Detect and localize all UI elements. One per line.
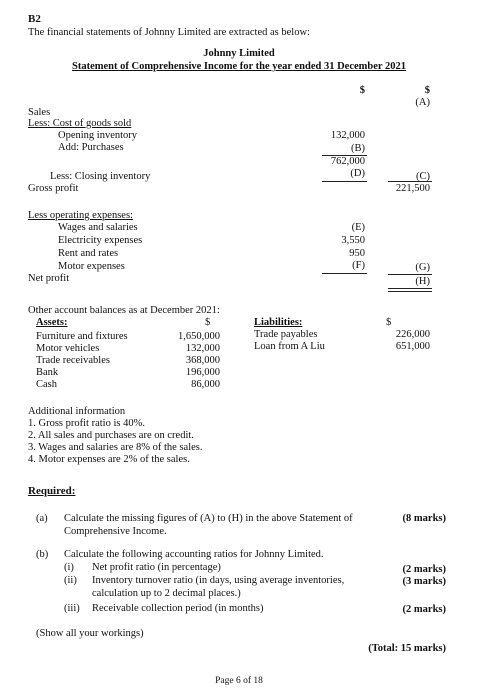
question-b-item-num: (i)	[64, 562, 74, 573]
asset-value: 132,000	[185, 343, 220, 354]
col-header-2: $	[424, 85, 430, 96]
section-label: B2	[28, 13, 41, 25]
asset-name: Furniture and fixtures	[36, 331, 128, 342]
wages-value: (E)	[351, 222, 365, 233]
gross-profit-value: 221,500	[395, 183, 430, 194]
question-b-item-text: Inventory turnover ratio (in days, using average inventories,	[92, 575, 345, 586]
question-b-item-marks: (2 marks)	[402, 564, 446, 575]
assets-label: Assets:	[36, 317, 68, 328]
motor-label: Motor expenses	[58, 261, 125, 272]
rent-label: Rent and rates	[58, 248, 119, 259]
total-opex-value: (G)	[415, 262, 430, 273]
sales-label: Sales	[28, 107, 51, 118]
opex-underline	[322, 273, 367, 274]
asset-value: 86,000	[191, 379, 220, 390]
total-opex-underline	[388, 274, 432, 275]
asset-name: Cash	[36, 379, 57, 390]
intro-text: The financial statements of Johnny Limited are extracted as below:	[28, 27, 310, 38]
question-b-item-text: Receivable collection period (in months)	[92, 603, 264, 614]
sales-value: (A)	[415, 97, 430, 108]
question-b-item-text: Net profit ratio (in percentage)	[92, 562, 221, 573]
asset-value: 368,000	[185, 355, 220, 366]
subtotal-value: 762,000	[330, 156, 365, 167]
less-cogs-label: Less: Cost of goods sold	[28, 118, 132, 129]
cogs-value: (C)	[416, 171, 430, 182]
liabilities-label: Liabilities:	[254, 317, 303, 328]
col-header-1: $	[359, 85, 365, 96]
additional-item: 4. Motor expenses are 2% of the sales.	[28, 454, 190, 465]
net-profit-value: (H)	[415, 276, 430, 287]
closing-inventory-underline	[322, 181, 367, 182]
gross-profit-label: Gross profit	[28, 183, 79, 194]
additional-item: 2. All sales and purchases are on credit.	[28, 430, 194, 441]
additional-heading: Additional information	[28, 406, 126, 417]
question-a-text: Calculate the missing figures of (A) to (H) in the above Statement of	[64, 513, 353, 524]
additional-item: 1. Gross profit ratio is 40%.	[28, 418, 145, 429]
balances-heading: Other account balances as at December 2021:	[28, 305, 220, 316]
asset-name: Bank	[36, 367, 59, 378]
motor-value: (F)	[352, 260, 365, 271]
total-marks: (Total: 15 marks)	[368, 643, 446, 654]
electricity-label: Electricity expenses	[58, 235, 143, 246]
purchases-label: Add: Purchases	[58, 142, 124, 153]
liabilities-currency: $	[386, 317, 392, 328]
closing-inventory-value: (D)	[350, 168, 365, 179]
required-heading: Required:	[28, 485, 76, 497]
question-b-item-marks: (2 marks)	[402, 604, 446, 615]
assets-currency: $	[205, 317, 211, 328]
question-b-item-num: (iii)	[64, 603, 80, 614]
cogs-underline	[388, 181, 432, 182]
net-profit-double-underline	[388, 288, 432, 292]
question-b-label: (b)	[36, 549, 49, 560]
rent-value: 950	[349, 248, 365, 259]
company-name: Johnny Limited	[203, 48, 275, 59]
liability-value: 651,000	[395, 341, 430, 352]
asset-value: 1,650,000	[178, 331, 220, 342]
wages-label: Wages and salaries	[58, 222, 138, 233]
question-b-item-text-cont: calculation up to 2 decimal places.)	[92, 588, 241, 599]
opening-inventory-value: 132,000	[330, 130, 365, 141]
less-opex-label: Less operating expenses:	[28, 210, 133, 221]
closing-inventory-label: Less: Closing inventory	[50, 171, 151, 182]
additional-item: 3. Wages and salaries are 8% of the sales.	[28, 442, 203, 453]
asset-value: 196,000	[185, 367, 220, 378]
asset-name: Motor vehicles	[36, 343, 100, 354]
page-number: Page 6 of 18	[215, 676, 263, 686]
question-b-text: Calculate the following accounting ratios for Johnny Limited.	[64, 549, 324, 560]
liability-value: 226,000	[395, 329, 430, 340]
question-a-label: (a)	[36, 513, 48, 524]
question-a-marks: (8 marks)	[402, 513, 446, 524]
statement-title: Statement of Comprehensive Income for the year ended 31 December 2021	[72, 61, 406, 72]
workings-note: (Show all your workings)	[36, 628, 144, 639]
electricity-value: 3,550	[341, 235, 365, 246]
question-b-item-marks: (3 marks)	[402, 576, 446, 587]
net-profit-label: Net profit	[28, 273, 70, 284]
asset-name: Trade receivables	[36, 355, 110, 366]
question-a-text-cont: Comprehensive Income.	[64, 526, 167, 537]
liability-name: Trade payables	[254, 329, 318, 340]
opening-inventory-label: Opening inventory	[58, 130, 138, 141]
purchases-value: (B)	[351, 143, 365, 154]
question-b-item-num: (ii)	[64, 575, 77, 586]
liability-name: Loan from A Liu	[254, 341, 325, 352]
